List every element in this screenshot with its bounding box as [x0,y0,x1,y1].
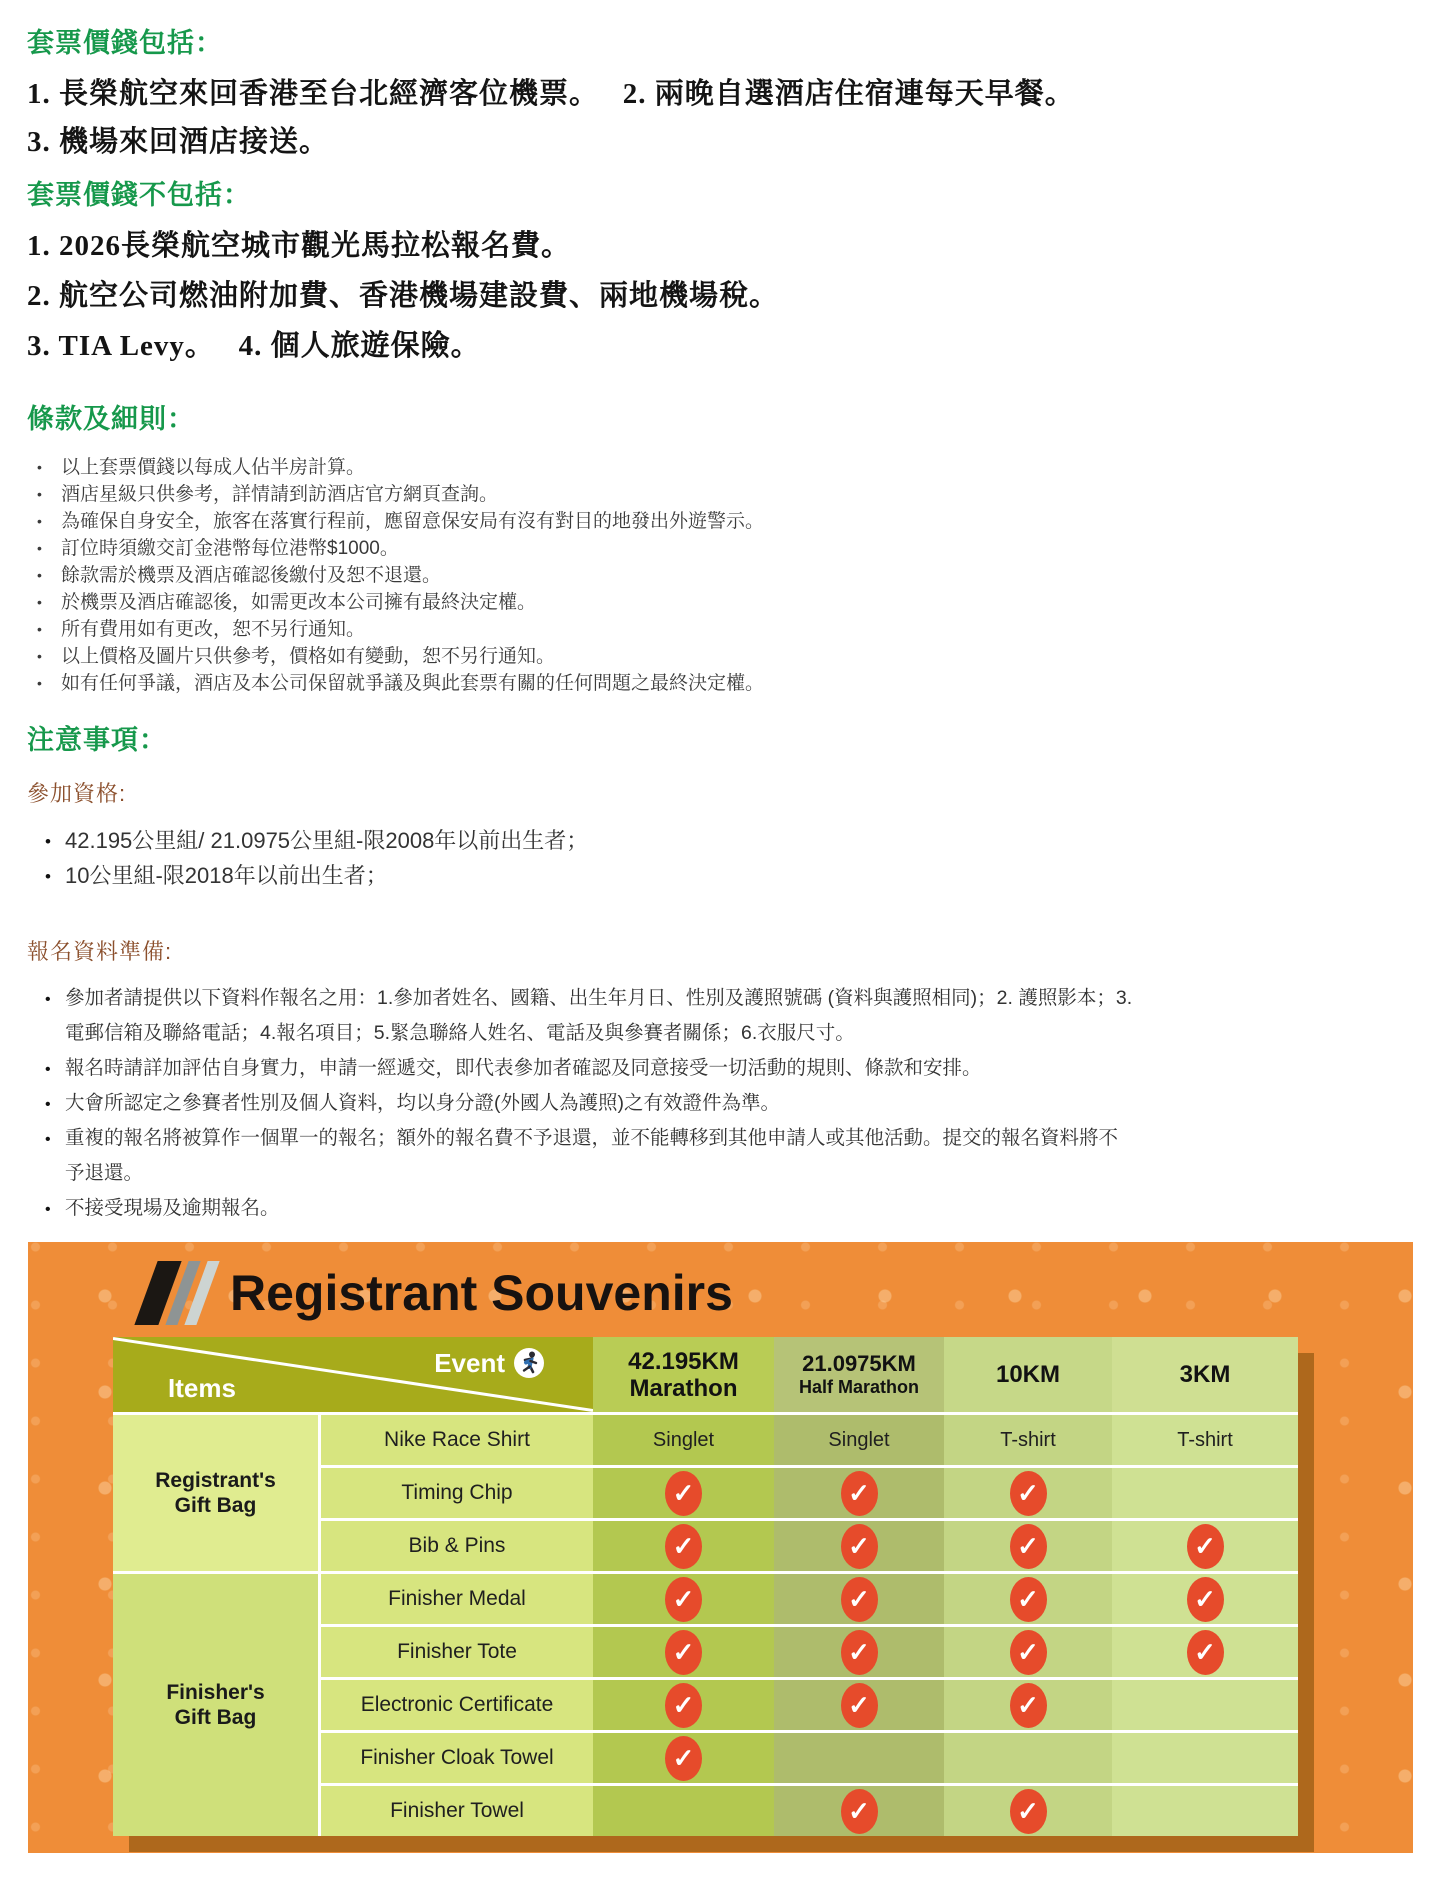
item-label: Nike Race Shirt [318,1412,593,1465]
excludes-line: 1. 2026長榮航空城市觀光馬拉松報名費。 [27,230,572,262]
document-body [27,0,1137,1226]
check-icon: ✓ [665,1471,702,1516]
event-header [434,1347,545,1379]
table-corner-header [113,1337,593,1412]
check-icon: ✓ [1010,1524,1047,1569]
value-cell [593,1465,774,1518]
column-header-10km: 10KM [944,1337,1112,1412]
event-label: Event [434,1347,505,1378]
check-icon: ✓ [1187,1630,1224,1675]
value-cell [774,1465,944,1518]
group-registrants-gift-bag: Registrant's Gift Bag [113,1412,318,1571]
item-label: Finisher Tote [318,1624,593,1677]
check-icon: ✓ [841,1630,878,1675]
check-icon: ✓ [841,1683,878,1728]
value-cell [593,1783,774,1836]
value-cell: T-shirt [944,1412,1112,1465]
excludes-line: 3. TIA Levy。 4. 個人旅遊保險。 [27,330,481,362]
souvenirs-title: Registrant Souvenirs [230,1265,733,1321]
slashes-decoration-icon [134,1261,219,1325]
souvenirs-table [113,1337,1298,1836]
check-icon: ✓ [841,1577,878,1622]
value-cell [593,1730,774,1783]
value-cell [774,1677,944,1730]
column-header-42km: 42.195KM Marathon [593,1337,774,1412]
check-icon: ✓ [1010,1577,1047,1622]
value-cell [774,1730,944,1783]
value-cell: T-shirt [1112,1412,1298,1465]
value-cell [1112,1677,1298,1730]
terms-item: • 所有費用如有更改，恕不另行通知。 [27,616,1137,643]
value-cell [593,1571,774,1624]
section-title-includes: 套票價錢包括： [27,28,223,58]
check-icon: ✓ [665,1736,702,1781]
excludes-line: 2. 航空公司燃油附加費、香港機場建設費、兩地機場稅。 [27,280,780,312]
value-cell [593,1624,774,1677]
value-cell [1112,1730,1298,1783]
check-icon: ✓ [841,1789,878,1834]
value-cell [593,1677,774,1730]
runner-icon [513,1347,545,1379]
value-cell [944,1518,1112,1571]
check-icon: ✓ [1187,1577,1224,1622]
includes-line: 1. 長榮航空來回香港至台北經濟客位機票。 2. 兩晚自選酒店住宿連每天早餐。 [27,78,1075,110]
value-cell [944,1465,1112,1518]
value-cell [593,1518,774,1571]
subsection-title-preparation: 報名資料準備: [27,939,173,964]
section-title-notes: 注意事項： [27,725,167,755]
preparation-item: • 重複的報名將被算作一個單一的報名；額外的報名費不予退還，並不能轉移到其他申請人或其他活動。提交的報名資料將不予退還。 [27,1121,1135,1191]
item-label: Timing Chip [318,1465,593,1518]
value-cell [1112,1783,1298,1836]
terms-item: • 訂位時須繳交訂金港幣每位港幣$1000。 [27,535,1137,562]
souvenirs-panel [28,1242,1413,1853]
includes-line: 3. 機場來回酒店接送。 [27,126,330,158]
value-cell [944,1783,1112,1836]
value-cell [774,1571,944,1624]
value-cell [774,1518,944,1571]
check-icon: ✓ [665,1683,702,1728]
check-icon: ✓ [665,1630,702,1675]
value-cell [944,1571,1112,1624]
eligibility-item: • 10公里組-限2018年以前出生者； [27,858,1137,893]
terms-item: • 為確保自身安全，旅客在落實行程前，應留意保安局有沒有對目的地發出外遊警示。 [27,508,1137,535]
item-label: Electronic Certificate [318,1677,593,1730]
group-finishers-gift-bag: Finisher's Gift Bag [113,1571,318,1836]
preparation-item: • 不接受現場及逾期報名。 [27,1191,1135,1226]
souvenirs-title-block [146,1258,733,1328]
column-header-3km: 3KM [1112,1337,1298,1412]
terms-item: • 酒店星級只供參考，詳情請到訪酒店官方網頁查詢。 [27,481,1137,508]
value-cell [944,1624,1112,1677]
preparation-item: • 大會所認定之參賽者性別及個人資料，均以身分證(外國人為護照)之有效證件為準。 [27,1086,1135,1121]
item-label: Finisher Towel [318,1783,593,1836]
terms-item: • 餘款需於機票及酒店確認後繳付及恕不退還。 [27,562,1137,589]
terms-item: • 於機票及酒店確認後，如需更改本公司擁有最終決定權。 [27,589,1137,616]
value-cell: Singlet [593,1412,774,1465]
eligibility-list [27,823,1137,893]
check-icon: ✓ [1187,1524,1224,1569]
value-cell [1112,1571,1298,1624]
value-cell [774,1624,944,1677]
value-cell [1112,1465,1298,1518]
preparation-list [27,981,1135,1226]
preparation-item: • 參加者請提供以下資料作報名之用：1.參加者姓名、國籍、出生年月日、性別及護照號碼 (資料與護照相同)；2. 護照影本；3. 電郵信箱及聯絡電話；4.報名項目；5.緊急聯絡人姓名、電話及與參賽者關係；6.衣服尺寸。 [27,981,1135,1051]
check-icon: ✓ [841,1524,878,1569]
terms-item: • 以上套票價錢以每成人佔半房計算。 [27,454,1137,481]
item-label: Finisher Cloak Towel [318,1730,593,1783]
check-icon: ✓ [665,1524,702,1569]
value-cell: Singlet [774,1412,944,1465]
terms-item: • 以上價格及圖片只供參考，價格如有變動，恕不另行通知。 [27,643,1137,670]
section-title-terms: 條款及細則： [27,404,195,434]
check-icon: ✓ [841,1471,878,1516]
item-label: Bib & Pins [318,1518,593,1571]
column-header-21km: 21.0975KM Half Marathon [774,1337,944,1412]
value-cell [944,1677,1112,1730]
check-icon: ✓ [1010,1683,1047,1728]
check-icon: ✓ [1010,1630,1047,1675]
items-label: Items [168,1373,236,1403]
preparation-item: • 報名時請詳加評估自身實力，申請一經遞交，即代表參加者確認及同意接受一切活動的規則、條款和安排。 [27,1051,1135,1086]
check-icon: ✓ [1010,1789,1047,1834]
terms-list [27,454,1137,697]
value-cell [1112,1518,1298,1571]
check-icon: ✓ [1010,1471,1047,1516]
value-cell [774,1783,944,1836]
check-icon: ✓ [665,1577,702,1622]
value-cell [944,1730,1112,1783]
item-label: Finisher Medal [318,1571,593,1624]
terms-item: • 如有任何爭議，酒店及本公司保留就爭議及與此套票有關的任何問題之最終決定權。 [27,670,1137,697]
eligibility-item: • 42.195公里組/ 21.0975公里組-限2008年以前出生者； [27,823,1137,858]
section-title-excludes: 套票價錢不包括： [27,180,251,210]
value-cell [1112,1624,1298,1677]
subsection-title-eligibility: 參加資格: [27,781,127,806]
